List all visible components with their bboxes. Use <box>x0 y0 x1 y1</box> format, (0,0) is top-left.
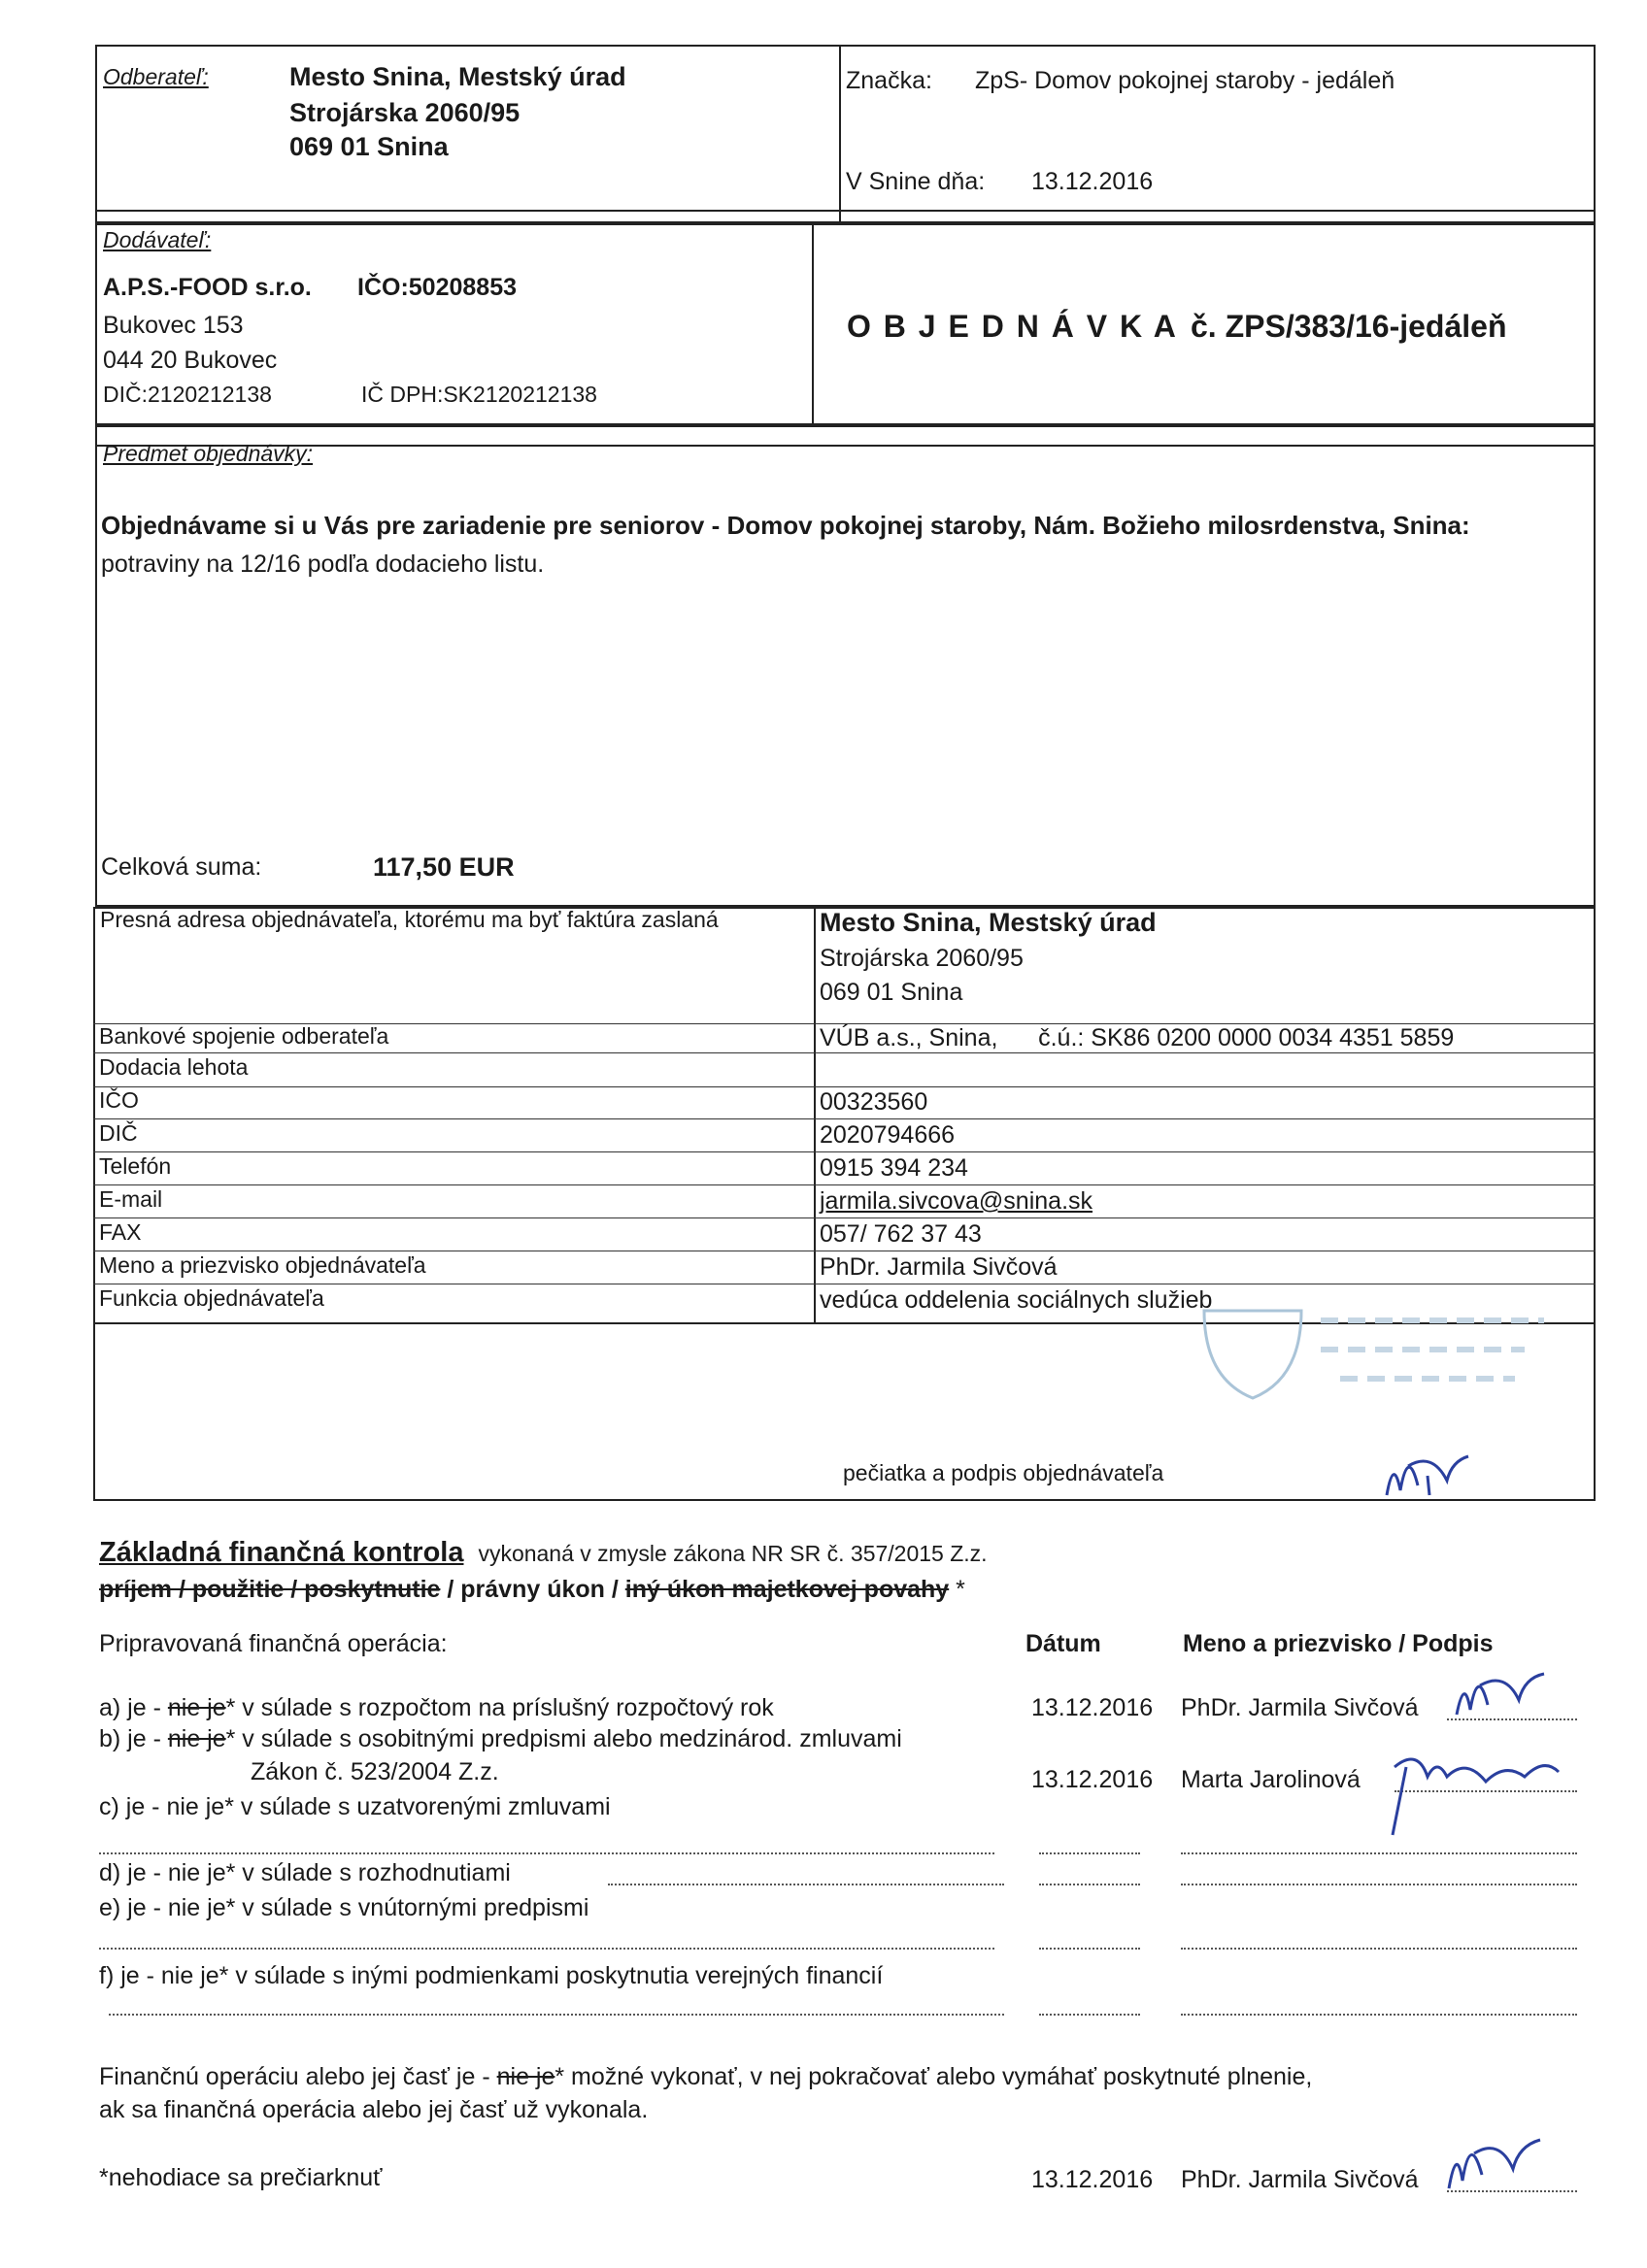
address-city: 069 01 Snina <box>820 979 963 1006</box>
final-struck: nie je <box>496 2063 555 2090</box>
phone-value: 0915 394 234 <box>820 1154 968 1182</box>
control-title-rest: vykonaná v zmysle zákona NR SR č. 357/2015 Z.z. <box>478 1541 988 1566</box>
name-value: PhDr. Jarmila Sivčová <box>820 1253 1058 1281</box>
supplier-city: 044 20 Bukovec <box>103 347 278 374</box>
date-value: 13.12.2016 <box>1031 168 1154 195</box>
item-a-name: PhDr. Jarmila Sivčová <box>1181 1694 1419 1721</box>
col-date-header: Dátum <box>1025 1630 1101 1657</box>
function-value: vedúca oddelenia sociálnych služieb <box>820 1286 1213 1314</box>
row-label: DIČ <box>99 1120 138 1146</box>
supplier-icdph: IČ DPH:SK2120212138 <box>361 382 597 407</box>
item-d-date-dots <box>1039 1884 1140 1885</box>
supplier-street: Bukovec 153 <box>103 312 244 339</box>
subject-block <box>95 425 1596 907</box>
row-label: E-mail <box>99 1186 163 1212</box>
header-divider <box>839 45 841 223</box>
row-line <box>93 1151 1596 1152</box>
supplier-label: Dodávateľ: <box>103 227 212 252</box>
signature-final-image <box>1437 2120 1554 2198</box>
subject-line-1: Objednávame si u Vás pre zariadenie pre seniorov - Domov pokojnej staroby, Nám. Božieho milosrdenstva, Snina: <box>101 511 1470 540</box>
row-label: Bankové spojenie odberateľa <box>99 1023 389 1049</box>
row-label: Dodacia lehota <box>99 1054 249 1080</box>
item-e: e) je - nie je* v súlade s vnútornými predpismi <box>99 1894 589 1921</box>
footnote: *nehodiace sa prečiarknuť <box>99 2164 383 2191</box>
item-d-name-dots <box>1181 1884 1577 1885</box>
item-c-dots <box>99 1852 994 1854</box>
item-a-date: 13.12.2016 <box>1031 1694 1154 1721</box>
odberatel-street: Strojárska 2060/95 <box>289 98 521 127</box>
item-e-name-dots <box>1181 1948 1577 1950</box>
header-bottom-line <box>95 210 1596 212</box>
item-c-name-dots <box>1181 1852 1577 1854</box>
item-a: a) je - nie je* v súlade s rozpočtom na príslušný rozpočtový rok <box>99 1694 774 1721</box>
row-label: Funkcia objednávateľa <box>99 1285 324 1311</box>
supplier-dic: DIČ:2120212138 <box>103 382 272 407</box>
ico-value: 00323560 <box>820 1088 928 1116</box>
type-star: * <box>949 1576 965 1603</box>
item-e-dots <box>99 1948 994 1950</box>
subject-top-line <box>95 445 1596 447</box>
item-f-dots <box>109 2014 1004 2016</box>
address-label: Presná adresa objednávateľa, ktorému ma byť faktúra zaslaná <box>100 907 719 932</box>
order-title: O B J E D N Á V K A <box>847 309 1178 344</box>
email-link[interactable]: jarmila.sivcova@snina.sk <box>820 1187 1093 1215</box>
type-kept: / právny úkon / <box>440 1576 625 1603</box>
znacka-value: ZpS- Domov pokojnej staroby - jedáleň <box>975 67 1395 94</box>
final-statement-line2: ak sa finančná operácia alebo jej časť už vykonala. <box>99 2096 649 2123</box>
operation-label: Pripravovaná finančná operácia: <box>99 1630 448 1657</box>
total-label: Celková suma: <box>101 853 262 881</box>
item-b-date: 13.12.2016 <box>1031 1766 1154 1793</box>
odberatel-name: Mesto Snina, Mestský úrad <box>289 62 626 91</box>
row-line <box>93 1184 1596 1185</box>
item-c-date-dots <box>1039 1852 1140 1854</box>
address-street: Strojárska 2060/95 <box>820 945 1024 972</box>
item-b-struck: nie je <box>167 1725 226 1752</box>
row-label: IČO <box>99 1087 139 1113</box>
control-title: Základná finančná kontrola <box>99 1537 464 1568</box>
fax-value: 057/ 762 37 43 <box>820 1220 982 1248</box>
details-divider <box>814 907 816 1322</box>
final-date: 13.12.2016 <box>1031 2166 1154 2193</box>
znacka-label: Značka: <box>846 67 932 94</box>
stamp-caption: pečiatka a podpis objednávateľa <box>843 1460 1164 1485</box>
row-line <box>93 1118 1596 1119</box>
control-title-line <box>99 1538 988 1568</box>
row-line <box>93 1052 1596 1053</box>
item-a-struck: nie je <box>167 1694 226 1721</box>
control-type-line <box>99 1575 965 1604</box>
address-name: Mesto Snina, Mestský úrad <box>820 908 1157 937</box>
odberatel-city: 069 01 Snina <box>289 132 449 161</box>
bank-value: VÚB a.s., Snina, č.ú.: SK86 0200 0000 0034 4351 5859 <box>820 1024 1455 1051</box>
dic-value: 2020794666 <box>820 1121 956 1149</box>
signature-image <box>1379 1437 1476 1505</box>
item-d: d) je - nie je* v súlade s rozhodnutiami <box>99 1859 511 1886</box>
item-b: b) je - nie je* v súlade s osobitnými predpismi alebo medzinárod. zmluvami <box>99 1725 902 1752</box>
item-f: f) je - nie je* v súlade s inými podmienkami poskytnutia verejných financií <box>99 1962 884 1989</box>
date-label: V Snine dňa: <box>846 168 986 195</box>
item-f-date-dots <box>1039 2014 1140 2016</box>
row-label: Telefón <box>99 1153 172 1179</box>
item-d-dots <box>608 1884 1004 1885</box>
signature-b-image <box>1379 1738 1573 1845</box>
supplier-divider <box>812 223 814 425</box>
total-value: 117,50 EUR <box>373 852 515 882</box>
type-struck-1: príjem / použitie / poskytnutie <box>99 1576 441 1603</box>
item-b-name: Marta Jarolinová <box>1181 1766 1361 1793</box>
item-c: c) je - nie je* v súlade s uzatvorenými zmluvami <box>99 1793 611 1820</box>
supplier-name: A.P.S.-FOOD s.r.o. <box>103 274 312 301</box>
type-struck-2: iný úkon majetkovej povahy <box>624 1576 950 1603</box>
signature-a-image <box>1447 1656 1554 1724</box>
odberatel-label: Odberateľ: <box>103 64 209 89</box>
item-e-date-dots <box>1039 1948 1140 1950</box>
row-line <box>93 1217 1596 1218</box>
item-f-name-dots <box>1181 2014 1577 2016</box>
supplier-ico: IČO:50208853 <box>357 274 518 301</box>
row-label: Meno a priezvisko objednávateľa <box>99 1252 426 1278</box>
item-b-line2: Zákon č. 523/2004 Z.z. <box>251 1758 499 1785</box>
subject-label: Predmet objednávky: <box>103 441 314 466</box>
subject-line-2: potraviny na 12/16 podľa dodacieho listu. <box>101 550 545 578</box>
final-statement: Finančnú operáciu alebo jej časť je - nie je* možné vykonať, v nej pokračovať alebo vymáhať poskytnuté plnenie, <box>99 2063 1313 2090</box>
order-number: č. ZPS/383/16-jedáleň <box>1191 309 1507 344</box>
col-name-header: Meno a priezvisko / Podpis <box>1183 1630 1494 1657</box>
final-name: PhDr. Jarmila Sivčová <box>1181 2166 1419 2193</box>
row-label: FAX <box>99 1219 142 1245</box>
